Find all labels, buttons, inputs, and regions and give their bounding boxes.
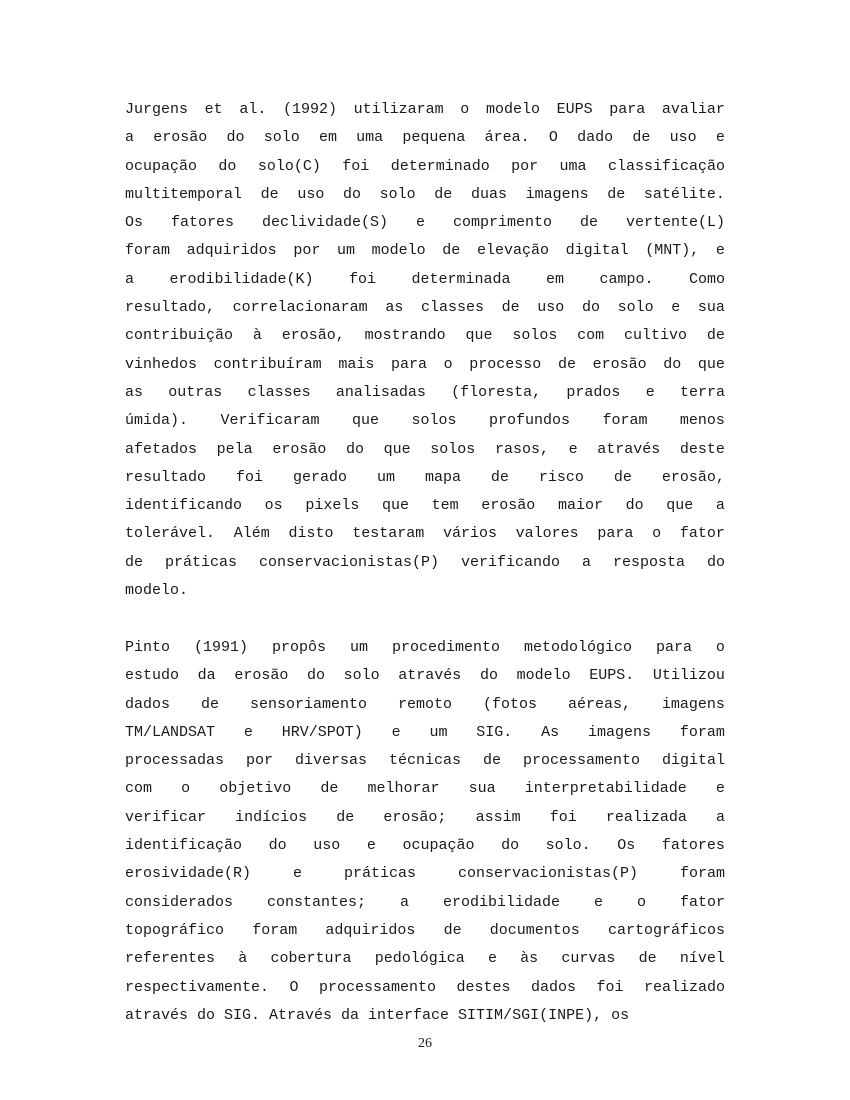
word: e xyxy=(645,383,655,401)
word: vertente(L) xyxy=(625,214,725,232)
word: do xyxy=(501,837,520,855)
word: Utilizou xyxy=(652,667,725,685)
word: do xyxy=(625,497,644,515)
word: foi xyxy=(549,808,577,826)
word: por xyxy=(293,242,321,260)
word: as xyxy=(385,299,404,317)
word: TM/LANDSAT xyxy=(125,723,216,741)
word: de xyxy=(613,468,632,486)
word: foi xyxy=(596,978,624,996)
word: para xyxy=(655,639,692,656)
word: técnicas xyxy=(388,752,461,770)
word: comprimento xyxy=(452,214,552,232)
word: pedológica xyxy=(374,950,465,968)
word: que xyxy=(381,497,409,515)
word: do xyxy=(663,355,682,373)
word: determinado xyxy=(390,157,490,175)
word: e xyxy=(391,723,401,741)
word: práticas xyxy=(343,865,416,883)
word: conservacionistas(P) xyxy=(258,553,439,571)
word: uma xyxy=(559,157,587,175)
word: a xyxy=(125,270,135,288)
word: para xyxy=(390,355,427,373)
word: e xyxy=(715,242,725,260)
word: de xyxy=(557,355,576,373)
word: sua xyxy=(697,299,725,317)
word: úmida). xyxy=(125,412,189,430)
word: declividade(S) xyxy=(261,214,388,232)
word: SIG. xyxy=(476,723,513,741)
word: erosão xyxy=(272,440,327,458)
word: estudo xyxy=(125,667,180,685)
word: solos xyxy=(512,327,558,345)
word: prados xyxy=(566,383,621,401)
word: objetivo xyxy=(219,780,292,798)
word: de xyxy=(501,299,520,317)
word: satélite. xyxy=(643,185,725,203)
word: propôs xyxy=(271,639,326,656)
word: imagens xyxy=(525,185,589,203)
word: afetados xyxy=(125,440,198,458)
text-line xyxy=(125,237,725,265)
word: al. xyxy=(239,101,267,118)
word: erodibilidade(K) xyxy=(169,270,314,288)
word: resultado xyxy=(125,468,207,486)
text-line xyxy=(125,1002,725,1030)
word: et xyxy=(204,101,223,118)
text-line xyxy=(125,719,725,747)
word: Os xyxy=(617,837,636,855)
word: de xyxy=(320,780,339,798)
word: valores xyxy=(515,525,579,543)
text-line xyxy=(125,492,725,520)
word: e xyxy=(715,780,725,798)
word: maior xyxy=(557,497,603,515)
word: de xyxy=(434,185,453,203)
word: erosão xyxy=(481,497,536,515)
word: foi xyxy=(342,157,370,175)
word: deste xyxy=(679,440,725,458)
word: O xyxy=(289,978,299,996)
text-line xyxy=(125,436,725,464)
word: os xyxy=(264,497,283,515)
word: de xyxy=(638,950,657,968)
word: gerado xyxy=(292,468,347,486)
word: erosão xyxy=(153,129,208,147)
text-line xyxy=(125,294,725,322)
word: interpretabilidade xyxy=(524,780,687,798)
word: menos xyxy=(679,412,725,430)
word: de xyxy=(125,553,144,571)
word: a xyxy=(400,893,410,911)
word: e xyxy=(487,950,497,968)
word: do xyxy=(581,299,600,317)
word: com xyxy=(125,780,153,798)
word: (MNT), xyxy=(645,242,700,260)
word: adquiridos xyxy=(325,921,416,939)
word: Como xyxy=(688,270,725,288)
word: às xyxy=(520,950,539,968)
word: um xyxy=(349,639,368,656)
text-line xyxy=(125,96,725,124)
word: verificando xyxy=(460,553,560,571)
word: digital xyxy=(565,242,629,260)
word: uso xyxy=(669,129,697,147)
word: verificar xyxy=(125,808,207,826)
word: foi xyxy=(235,468,263,486)
word: disto xyxy=(288,525,334,543)
word: através xyxy=(398,667,462,685)
word: analisadas xyxy=(335,383,426,401)
text-line xyxy=(125,351,725,379)
word: duas xyxy=(470,185,507,203)
text-line xyxy=(125,747,725,775)
word: classes xyxy=(247,383,311,401)
word: a xyxy=(125,129,135,147)
paragraph-2 xyxy=(125,634,725,1030)
word: do xyxy=(706,553,725,571)
word: de xyxy=(632,129,651,147)
word: aéreas, xyxy=(567,695,631,713)
word: realizada xyxy=(605,808,687,826)
word: por xyxy=(511,157,539,175)
text-line xyxy=(125,691,725,719)
word: erodibilidade xyxy=(442,893,561,911)
word: metodológico xyxy=(523,639,632,656)
word: pequena xyxy=(402,129,466,147)
text-line xyxy=(125,124,725,152)
paragraph-1 xyxy=(125,96,725,605)
word: imagens xyxy=(588,723,652,741)
word: avaliar xyxy=(661,101,725,118)
line-text: através do SIG. Através da interface SITIM/SGI(INPE), os xyxy=(125,1006,630,1024)
word: do xyxy=(268,837,287,855)
word: de xyxy=(490,468,509,486)
word: EUPS xyxy=(556,101,593,118)
text-line xyxy=(125,379,725,407)
word: conservacionistas(P) xyxy=(457,865,638,883)
word: constantes; xyxy=(267,893,367,911)
word: fatores xyxy=(170,214,234,232)
word: topográfico xyxy=(125,921,225,939)
word: mostrando xyxy=(364,327,446,345)
text-line xyxy=(125,662,725,690)
word: (1991) xyxy=(193,639,248,656)
word: Verificaram xyxy=(220,412,320,430)
word: do xyxy=(218,157,237,175)
word: solo xyxy=(617,299,654,317)
word: testaram xyxy=(352,525,425,543)
word: considerados xyxy=(125,893,234,911)
text-line xyxy=(125,209,725,237)
word: elevação xyxy=(476,242,549,260)
word: área. xyxy=(484,129,530,147)
text-line xyxy=(125,322,725,350)
word: foram xyxy=(252,921,298,939)
word: erosividade(R) xyxy=(125,865,252,883)
word: processamento xyxy=(522,752,640,770)
text-line xyxy=(125,181,725,209)
word: Jurgens xyxy=(125,101,189,118)
text-line xyxy=(125,775,725,803)
word: com xyxy=(577,327,605,345)
word: de xyxy=(443,921,462,939)
word: HRV/SPOT) xyxy=(281,723,363,741)
page-number: 26 xyxy=(418,1036,432,1051)
word: de xyxy=(607,185,626,203)
word: EUPS. xyxy=(589,667,635,685)
word: remoto xyxy=(397,695,452,713)
word: do xyxy=(345,440,364,458)
word: solo xyxy=(379,185,416,203)
word: para xyxy=(609,101,646,118)
word: destes xyxy=(456,978,511,996)
text-line xyxy=(125,832,725,860)
word: assim xyxy=(475,808,521,826)
word: de xyxy=(442,242,461,260)
word: erosão xyxy=(234,667,289,685)
word: referentes xyxy=(125,950,216,968)
word: solo. xyxy=(545,837,591,855)
word: que xyxy=(383,440,411,458)
word: identificação xyxy=(125,837,243,855)
text-line xyxy=(125,945,725,973)
word: solo xyxy=(263,129,300,147)
word: pela xyxy=(216,440,253,458)
word: uso xyxy=(537,299,565,317)
word: curvas xyxy=(561,950,616,968)
word: processamento xyxy=(318,978,437,996)
word: contribuição xyxy=(125,327,234,345)
text-line xyxy=(125,464,725,492)
word: a xyxy=(581,553,591,571)
word: sensoriamento xyxy=(249,695,367,713)
word: e xyxy=(715,129,725,147)
text-line xyxy=(125,889,725,917)
word: modelo xyxy=(516,667,571,685)
word: o xyxy=(181,780,191,798)
word: que xyxy=(697,355,725,373)
word: modelo xyxy=(485,101,540,118)
word: um xyxy=(336,242,355,260)
word: rasos, xyxy=(494,440,549,458)
word: erosão, xyxy=(281,327,345,345)
word: um xyxy=(376,468,395,486)
word: foram xyxy=(679,865,725,883)
word: (floresta, xyxy=(451,383,542,401)
word: adquiridos xyxy=(186,242,277,260)
word: e xyxy=(568,440,578,458)
word: processo xyxy=(469,355,542,373)
word: tolerável. xyxy=(125,525,216,543)
word: em xyxy=(318,129,337,147)
word: Pinto xyxy=(125,639,171,656)
word: e xyxy=(671,299,681,317)
word: mapa xyxy=(424,468,461,486)
word: práticas xyxy=(164,553,237,571)
word: respectivamente. xyxy=(125,978,270,996)
word: erosão; xyxy=(383,808,447,826)
word: de xyxy=(200,695,219,713)
word: As xyxy=(541,723,560,741)
word: Além xyxy=(233,525,270,543)
word: dados xyxy=(530,978,576,996)
word: através xyxy=(597,440,661,458)
word: do xyxy=(342,185,361,203)
text-line xyxy=(125,549,725,577)
word: para xyxy=(597,525,634,543)
text-line xyxy=(125,804,725,832)
word: mais xyxy=(338,355,375,373)
word: a xyxy=(715,497,725,515)
word: um xyxy=(429,723,448,741)
text-line xyxy=(125,974,725,1002)
word: correlacionaram xyxy=(232,299,368,317)
word: vinhedos xyxy=(125,355,198,373)
word: nível xyxy=(679,950,725,968)
word: e xyxy=(415,214,425,232)
word: contribuíram xyxy=(213,355,322,373)
word: terra xyxy=(679,383,725,401)
word: classes xyxy=(420,299,484,317)
word: O xyxy=(548,129,558,147)
word: do xyxy=(226,129,245,147)
word: foram xyxy=(125,242,171,260)
word: risco xyxy=(538,468,584,486)
word: solos xyxy=(411,412,457,430)
word: que xyxy=(351,412,379,430)
word: Os xyxy=(125,214,144,232)
word: solo xyxy=(343,667,380,685)
word: à xyxy=(238,950,248,968)
word: melhorar xyxy=(367,780,440,798)
word: procedimento xyxy=(391,639,500,656)
word: de xyxy=(579,214,598,232)
word: indícios xyxy=(235,808,308,826)
text-line xyxy=(125,266,725,294)
word: foi xyxy=(348,270,376,288)
text-line xyxy=(125,407,725,435)
word: imagens xyxy=(661,695,725,713)
word: cultivo xyxy=(624,327,688,345)
word: e xyxy=(293,865,303,883)
word: utilizaram xyxy=(353,101,444,118)
word: erosão xyxy=(592,355,647,373)
line-text: modelo. xyxy=(125,582,189,600)
text-line xyxy=(125,634,725,662)
word: processadas xyxy=(125,752,225,770)
word: uso xyxy=(313,837,341,855)
word: foram xyxy=(679,723,725,741)
word: de xyxy=(260,185,279,203)
word: profundos xyxy=(488,412,570,430)
word: campo. xyxy=(599,270,654,288)
word: fator xyxy=(679,893,725,911)
word: cobertura xyxy=(270,950,352,968)
word: resposta xyxy=(612,553,685,571)
word: de xyxy=(482,752,501,770)
word: por xyxy=(246,752,274,770)
word: do xyxy=(479,667,498,685)
word: (fotos xyxy=(482,695,537,713)
word: à xyxy=(252,327,262,345)
word: determinada xyxy=(411,270,511,288)
text-line xyxy=(125,860,725,888)
word: ocupação xyxy=(402,837,475,855)
word: multitemporal xyxy=(125,185,243,203)
word: erosão, xyxy=(661,468,725,486)
word: de xyxy=(706,327,725,345)
word: vários xyxy=(442,525,497,543)
word: tem xyxy=(431,497,459,515)
word: documentos xyxy=(489,921,580,939)
word: da xyxy=(197,667,216,685)
word: outras xyxy=(168,383,223,401)
word: diversas xyxy=(294,752,367,770)
word: foram xyxy=(602,412,648,430)
word: classificação xyxy=(607,157,725,175)
word: sua xyxy=(468,780,496,798)
word: fatores xyxy=(661,837,725,855)
word: e xyxy=(593,893,603,911)
word: e xyxy=(243,723,253,741)
word: uma xyxy=(356,129,384,147)
word: dados xyxy=(125,695,171,713)
text-line xyxy=(125,917,725,945)
word: solos xyxy=(430,440,476,458)
word: o xyxy=(652,525,662,543)
text-line xyxy=(125,153,725,181)
word: o xyxy=(443,355,453,373)
word: (1992) xyxy=(282,101,337,118)
word: dado xyxy=(577,129,614,147)
word: identificando xyxy=(125,497,243,515)
word: cartográficos xyxy=(607,921,725,939)
word: que xyxy=(465,327,493,345)
word: solo(C) xyxy=(257,157,321,175)
word: e xyxy=(366,837,376,855)
word: o xyxy=(715,639,725,656)
word: o xyxy=(636,893,646,911)
word: o xyxy=(460,101,470,118)
word: do xyxy=(306,667,325,685)
word: as xyxy=(125,383,144,401)
text-line xyxy=(125,577,725,605)
word: fator xyxy=(679,525,725,543)
word: uso xyxy=(297,185,325,203)
word: pixels xyxy=(305,497,360,515)
word: digital xyxy=(661,752,725,770)
word: ocupação xyxy=(125,157,198,175)
word: resultado, xyxy=(125,299,216,317)
word: a xyxy=(715,808,725,826)
word: modelo xyxy=(371,242,426,260)
text-line xyxy=(125,520,725,548)
word: de xyxy=(336,808,355,826)
word: realizado xyxy=(643,978,725,996)
word: que xyxy=(666,497,694,515)
word: em xyxy=(545,270,564,288)
